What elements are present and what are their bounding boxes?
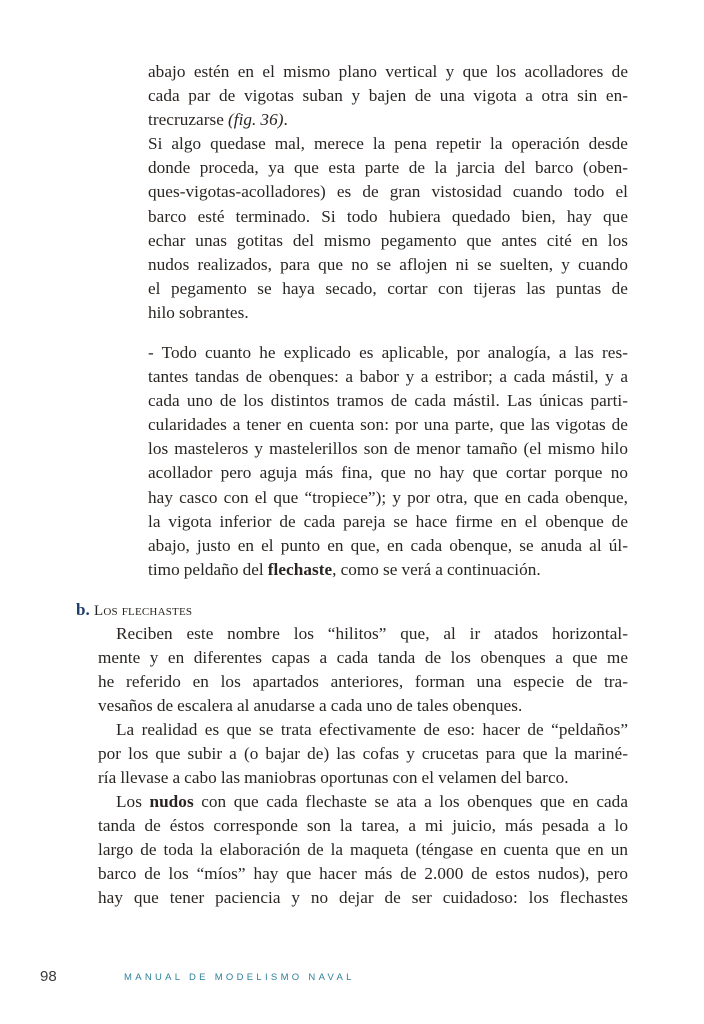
text-line: la vigota inferior de cada pareja se hace firme en el obenque de — [148, 511, 628, 531]
text-line: barco de los “míos” hay que hacer más de 2.000 de estos nudos), pero — [98, 864, 628, 884]
text-fragment: Los — [116, 792, 150, 811]
text-line: donde proceda, ya que esta parte de la jarcia del barco (oben- — [148, 158, 628, 178]
figure-reference: (fig. 36) — [227, 110, 284, 130]
text-line: - Todo cuanto he explicado es aplicable, por analogía, a las res- — [148, 343, 628, 362]
text-line — [148, 558, 628, 582]
text-line: hilo sobrantes. — [148, 302, 249, 322]
text-line: ques-vigotas-acolladores) es de gran vistosidad cuando todo el — [148, 182, 628, 202]
paragraph-flechastes-intro — [98, 622, 628, 718]
text-line: cada uno de los distintos tramos de cada mástil. Las únicas parti- — [148, 391, 628, 411]
text-line: abajo estén en el mismo plano vertical y que los acolladores de — [148, 62, 628, 81]
text-line: cada par de vigotas suban y bajen de una vigota a otra sin en- — [148, 86, 628, 106]
text-line: tantes tandas de obenques: a babor y a estribor; a cada mástil, y a — [148, 367, 628, 387]
text-line — [98, 790, 628, 814]
text-line: cularidades a tener en cuenta son: por una parte, que las vigotas de — [148, 415, 628, 435]
text-line: Si algo quedase mal, merece la pena repetir la operación desde — [148, 134, 628, 154]
section-title: Los flechastes — [93, 603, 193, 619]
text-line: La realidad es que se trata efectivamente de eso: hacer de “peldaños” — [116, 720, 628, 739]
paragraph-nudos — [98, 790, 628, 910]
bold-term: nudos — [149, 792, 194, 811]
text-line: por los que subir a (o bajar de) las cofas y crucetas para que la mariné- — [98, 744, 628, 764]
text-line: ría llevase a cabo las maniobras oportunas con el velamen del barco. — [98, 768, 569, 788]
text-line: largo de toda la elaboración de la maqueta (téngase en cuenta que en un — [98, 840, 628, 860]
text-line: Reciben este nombre los “hilitos” que, al ir atados horizontal- — [116, 624, 628, 643]
text-line: he referido en los apartados anteriores, forman una especie de tra- — [98, 672, 628, 692]
text-line: vesaños de escalera al anudarse a cada uno de tales obenques. — [98, 696, 523, 716]
page-number: 98 — [40, 968, 57, 985]
section-letter: b. — [76, 600, 90, 619]
paragraph-rigging-finish — [148, 60, 628, 325]
text-line: mente y en diferentes capas a cada tanda de los obenques a que me — [98, 648, 628, 668]
text-line: echar unas gotitas del mismo pegamento que antes cité en los — [148, 230, 628, 250]
paragraph-peldanos — [98, 718, 628, 790]
text-line: acollador pero aguja más fina, que no hay que cortar porque no — [148, 463, 628, 483]
text-line: barco esté terminado. Si todo hubiera quedado bien, hay que — [148, 206, 628, 226]
bold-term: flechaste — [267, 559, 333, 579]
text-line: abajo, justo en el punto en que, en cada obenque, se anuda al úl- — [148, 535, 628, 555]
text-line — [148, 108, 628, 132]
text-line: hay que tener paciencia y no dejar de ser cuidadoso: los flechastes — [98, 888, 628, 908]
paragraph-analogy — [148, 341, 628, 582]
text-line: el pegamento se haya secado, cortar con tijeras las puntas de — [148, 278, 628, 298]
text-fragment: trecruzarse — [148, 110, 228, 130]
text-line: hay casco con el que “tropiece”); y por otra, que en cada obenque, — [148, 487, 628, 507]
section-heading — [76, 599, 192, 622]
text-fragment: con que cada flechaste se ata a los obenques que en cada — [193, 792, 628, 811]
running-footer-title: MANUAL DE MODELISMO NAVAL — [124, 972, 355, 983]
text-fragment: , como se verá a continuación. — [332, 559, 541, 579]
text-line: nudos realizados, para que no se aflojen ni se suelten, y cuando — [148, 254, 628, 274]
text-fragment: timo peldaño del — [148, 559, 268, 579]
text-line: tanda de éstos corresponde son la tarea, a mi juicio, más pesada a lo — [98, 816, 628, 836]
text-fragment: . — [283, 110, 288, 130]
text-line: los masteleros y mastelerillos son de menor tamaño (el mismo hilo — [148, 439, 628, 459]
